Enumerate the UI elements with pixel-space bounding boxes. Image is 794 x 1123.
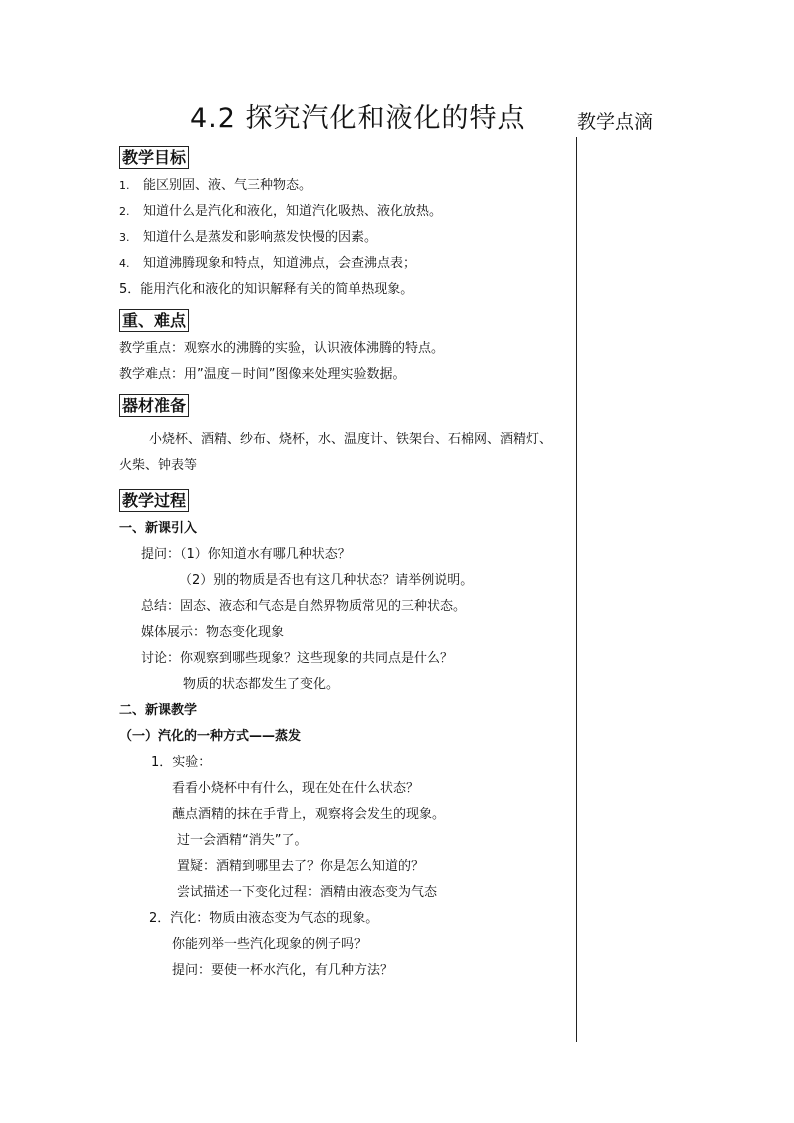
- experiment-step: 蘸点酒精的抹在手背上，观察将会发生的现象。: [172, 807, 446, 822]
- section-heading-materials: 器材准备: [119, 394, 189, 417]
- media-line: 媒体展示：物态变化现象: [141, 625, 285, 640]
- answer-line: 物质的状态都发生了变化。: [183, 677, 340, 692]
- materials-line: 火柴、钟表等: [119, 458, 198, 473]
- experiment-step: 尝试描述一下变化过程：酒精由液态变为气态: [177, 885, 438, 900]
- column-divider: [576, 137, 577, 1042]
- definition-line: 你能列举一些汽化现象的例子吗？: [172, 937, 368, 952]
- question-line: 提问：（1）你知道水有哪几种状态？: [141, 547, 351, 562]
- teaching-difficulty: 教学难点：用”温度－时间”图像来处理实验数据。: [119, 367, 406, 382]
- list-item: 4. 知道沸腾现象和特点，知道沸点，会查沸点表；: [119, 256, 417, 271]
- definition-label: 2．汽化：物质由液态变为气态的现象。: [149, 911, 379, 926]
- question-line: （2）别的物质是否也有这几种状态？请举例说明。: [179, 573, 474, 588]
- list-item: 2. 知道什么是汽化和液化，知道汽化吸热、液化放热。: [119, 204, 443, 219]
- discussion-line: 讨论：你观察到哪些现象？这些现象的共同点是什么？: [141, 651, 454, 666]
- list-item: 5．能用汽化和液化的知识解释有关的简单热现象。: [119, 282, 414, 297]
- sub-heading: （一）汽化的一种方式——蒸发: [119, 729, 302, 744]
- main-column: [119, 146, 574, 984]
- section-heading-goals: 教学目标: [119, 146, 189, 169]
- definition-line: 提问：要使一杯水汽化，有几种方法？: [172, 963, 394, 978]
- part-heading: 二、新课教学: [119, 703, 198, 718]
- part-heading: 一、新课引入: [119, 521, 198, 536]
- section-heading-process: 教学过程: [119, 489, 189, 512]
- side-column-title: 教学点滴: [577, 111, 654, 133]
- materials-line: 小烧杯、酒精、纱布、烧杯，水、温度计、铁架台、石棉网、酒精灯、: [149, 432, 553, 447]
- experiment-label: 1．实验：: [151, 755, 212, 770]
- experiment-step: 置疑：酒精到哪里去了？你是怎么知道的？: [177, 859, 425, 874]
- page-title: 4.2 探究汽化和液化的特点: [190, 103, 526, 134]
- list-item: 3. 知道什么是蒸发和影响蒸发快慢的因素。: [119, 230, 378, 245]
- experiment-step: 看看小烧杯中有什么，现在处在什么状态？: [172, 781, 420, 796]
- teaching-focus: 教学重点：观察水的沸腾的实验，认识液体沸腾的特点。: [119, 341, 445, 356]
- section-heading-keypoints: 重、难点: [119, 309, 189, 332]
- goals-list: [119, 173, 574, 303]
- list-item: 1. 能区别固、液、气三种物态。: [119, 178, 313, 193]
- summary-line: 总结：固态、液态和气态是自然界物质常见的三种状态。: [141, 599, 467, 614]
- experiment-step: 过一会酒精“消失”了。: [177, 833, 308, 848]
